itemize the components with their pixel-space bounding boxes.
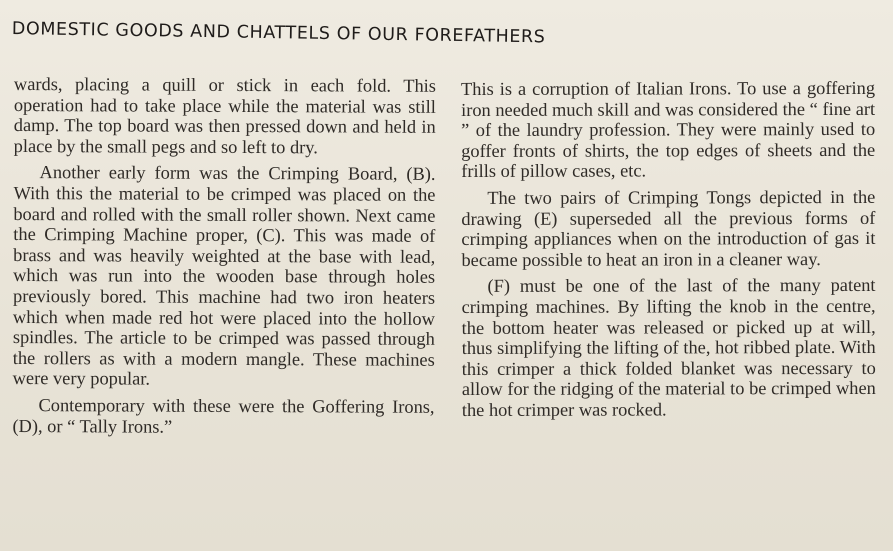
left-paragraph-3: Contemporary with these were the Goffering Irons, (D), or “ Tally Irons.” [12,395,435,437]
left-paragraph-1: wards, placing a quill or stick in each fold. This operation had to take place while the material was still damp. The top board was then pressed down and held in place by the small pegs and so left to dry. [13,74,436,158]
right-paragraph-2: The two pairs of Crimping Tongs depicted in the drawing (E) superseded all the previous forms of crimping appliances when on the introduction of gas it became possible to heat an iron in a cleaner way. [461,186,876,270]
right-paragraph-3: (F) must be one of the last of the many patent crimping machines. By lifting the knob in the centre, the bottom heater was released or picked up at will, thus simplifying the lifting of the, hot ribbed plate. With this crimper a thick folded blanket was necessary to allow for the ridging of the material to be crimped when the hot crimper was rocked. [461,275,876,420]
left-paragraph-2: Another early form was the Crimping Board, (B). With this the material to be crimped was placed on the board and rolled with the small roller shown. Next came the Crimping Machine proper, (C). This was made of brass and was heavily weighted at the base with lead, which was run into the wooden base through holes previously bored. This machine had two iron heaters which when made red hot were placed into the hollow spindles. The article to be crimped was passed through the rollers as with a modern mangle. These machines were very popular. [12,162,436,389]
left-text-column [12,74,436,438]
right-paragraph-1: This is a corruption of Italian Irons. To use a goffering iron needed much skill and was considered the “ fine art ” of the laundry profession. They were mainly used to goffer fronts of shirts, the top edges of sheets and the frills of pillow cases, etc. [461,77,876,182]
right-text-column [461,78,876,421]
page-running-heading: DOMESTIC GOODS AND CHATTELS OF OUR FOREFATHERS [11,19,546,48]
